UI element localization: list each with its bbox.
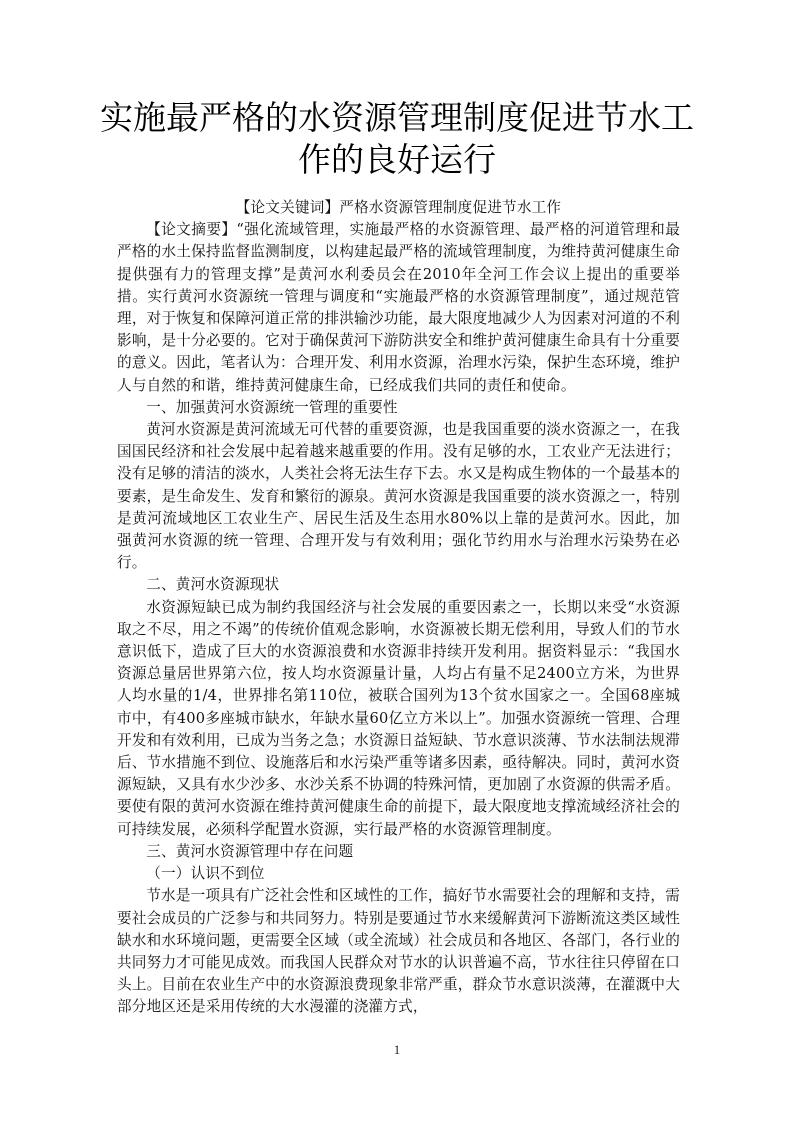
page-number: 1 <box>393 1042 401 1057</box>
section-heading-3: 三、黄河水资源管理中存在问题 <box>146 842 354 860</box>
document-body <box>117 197 680 1019</box>
section-heading-1: 一、加强黄河水资源统一管理的重要性 <box>146 398 398 416</box>
body-paragraph: 节水是一项具有广泛社会性和区域性的工作，搞好节水需要社会的理解和支持，需要社会成员的广泛参与和共同努力。特别是要通过节水来缓解黄河下游断流这类区域性缺水和水环境问题，更需要全区域（或全流域）社会成员和各地区、各部门，各行业的共同努力才可能见成效。而我国人民群众对节水的认识普遍不高，节水往往只停留在口头上。目前在农业生产中的水资源浪费现象非常严重，群众节水意识淡薄，在灌溉中大部分地区还是采用传统的大水漫灌的浇灌方式， <box>117 887 680 1016</box>
subsection-heading-1: （一）认识不到位 <box>146 865 265 883</box>
body-paragraph: 黄河水资源是黄河流域无可代替的重要资源，也是我国重要的淡水资源之一，在我国国民经济和社会发展中起着越来越重要的作用。没有足够的水，工农业产无法进行；没有足够的清洁的淡水，人类社会将无法生存下去。水又是构成生物体的一个最基本的要素，是生命发生、发育和繁衍的源泉。黄河水资源是我国重要的淡水资源之一，特别是黄河流域地区工农业生产、居民生活及生态用水80%以上靠的是黄河水。因此，加强黄河水资源的统一管理、合理开发与有效利用；强化节约用水与治理水污染势在必行。 <box>117 421 680 572</box>
keywords-line: 【论文关键词】严格水资源管理制度促进节水工作 <box>235 199 562 216</box>
document-title: 实施最严格的水资源管理制度促进节水工作的良好运行 <box>100 98 694 179</box>
abstract-paragraph: 【论文摘要】“强化流域管理，实施最严格的水资源管理、最严格的河道管理和最严格的水土保持监督监测制度，以构建起最严格的流域管理制度，为维持黄河健康生命提供强有力的管理支撑”是黄河水利委员会在2010年全河工作会议上提出的重要举措。实行黄河水资源统一管理与调度和“实施最严格的水资源管理制度”，通过规范管理，对于恢复和保障河道正常的排洪输沙功能，最大限度地减少人为因素对河道的不利影响，是十分必要的。它对于确保黄河下游防洪安全和维护黄河健康生命具有十分重要的意义。因此，笔者认为：合理开发、利用水资源，治理水污染，保护生态环境，维护人与自然的和谐，维持黄河健康生命，已经成我们共同的责任和使命。 <box>117 221 680 394</box>
section-heading-2: 二、黄河水资源现状 <box>146 576 280 594</box>
body-paragraph: 水资源短缺已成为制约我国经济与社会发展的重要因素之一，长期以来受“水资源取之不尽，用之不竭”的传统价值观念影响，水资源被长期无偿利用，导致人们的节水意识低下，造成了巨大的水资源浪费和水资源非持续开发利用。据资料显示：“我国水资源总量居世界第六位，按人均水资源量计量，人均占有量不足2400立方米，为世界人均水量的1/4，世界排名第110位，被联合国列为13个贫水国家之一。全国68座城市中，有400多座城市缺水，年缺水量60亿立方米以上”。加强水资源统一管理、合理开发和有效利用，已成为当务之急；水资源日益短缺、节水意识淡薄、节水法制法规滞后、节水措施不到位、设施落后和水污染严重等诸多因素，亟待解决。同时，黄河水资源短缺，又具有水少沙多、水沙关系不协调的特殊河情，更加剧了水资源的供需矛盾。要使有限的黄河水资源在维持黄河健康生命的前提下，最大限度地支撑流域经济社会的可持续发展，必须科学配置水资源，实行最严格的水资源管理制度。 <box>117 598 680 838</box>
